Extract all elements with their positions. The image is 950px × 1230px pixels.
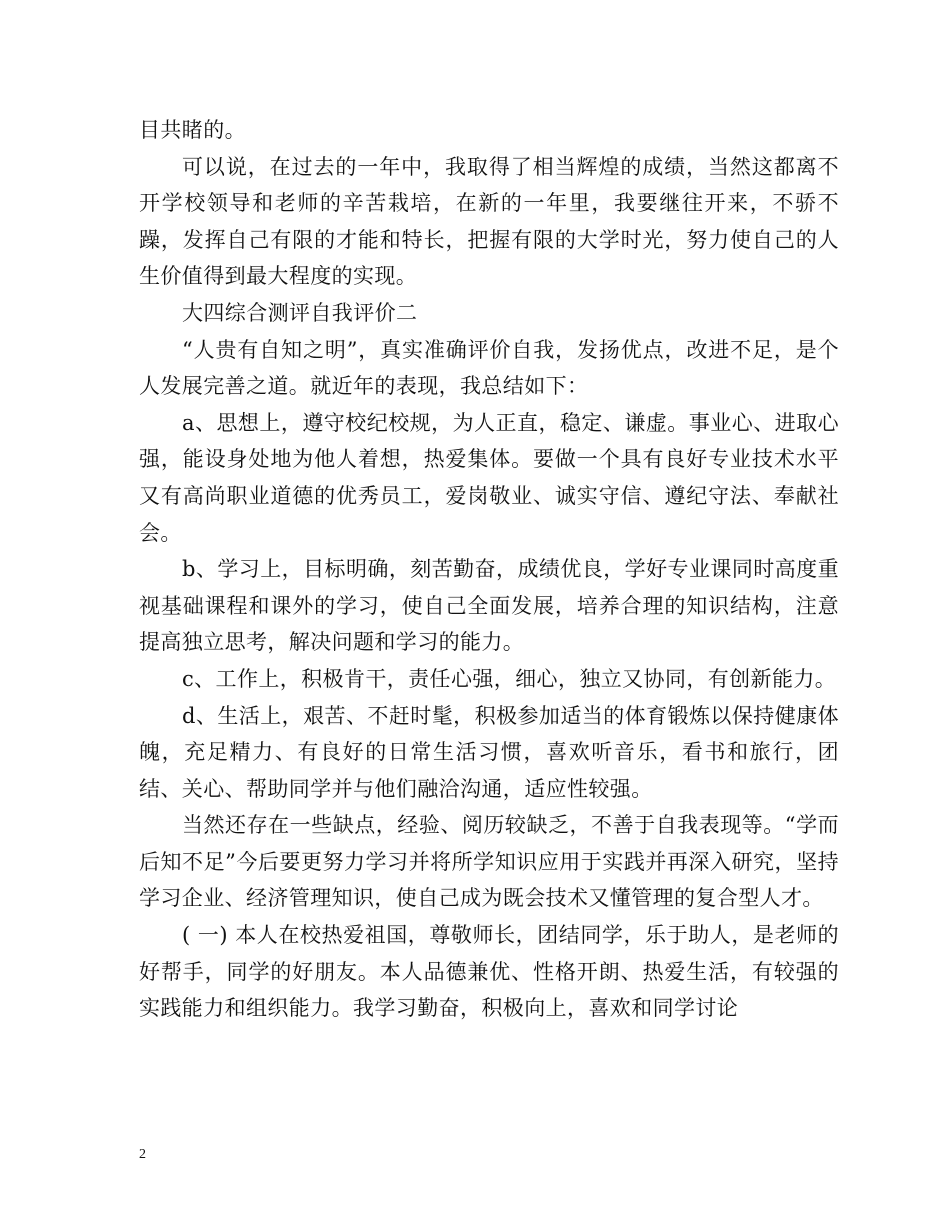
paragraph-6: c、工作上，积极肯干，责任心强，细心，独立又协同，有创新能力。 (182, 666, 837, 691)
paragraph-1: 目共睹的。 (139, 118, 246, 142)
paragraph-9: ( 一) 本人在校热爱祖国，尊敬师长，团结同学，乐于助人，是老师的好帮手，同学的好朋友。本人品德兼优、性格开朗、热爱生活，有较强的实践能力和组织能力。我学习勤奋，积极向上，喜欢和同学讨论 (139, 923, 839, 1021)
page-number: 2 (139, 1147, 146, 1162)
section-heading: 大四综合测评自我评价二 (182, 300, 418, 325)
paragraph-4: a、思想上，遵守校纪校规，为人正直，稳定、谦虚。事业心、进取心强，能设身处地为他人着想，热爱集体。要做一个具有良好专业技术水平又有高尚职业道德的优秀员工，爱岗敬业、诚实守信、遵纪守法、奉献社会。 (139, 410, 839, 545)
paragraph-7: d、生活上，艰苦、不赶时髦，积极参加适当的体育锻炼以保持健康体魄，充足精力、有良好的日常生活习惯，喜欢听音乐，看书和旅行，团结、关心、帮助同学并与他们融洽沟通，适应性较强。 (139, 703, 839, 801)
document-body (139, 112, 839, 1027)
paragraph-2: 可以说，在过去的一年中，我取得了相当辉煌的成绩，当然这都离不开学校领导和老师的辛苦栽培，在新的一年里，我要继往开来，不骄不躁，发挥自己有限的才能和特长，把握有限的大学时光，努力使自己的人生价值得到最大程度的实现。 (139, 154, 839, 289)
paragraph-3: “人贵有自知之明”，真实准确评价自我，发扬优点，改进不足，是个人发展完善之道。就近年的表现，我总结如下： (139, 337, 839, 399)
paragraph-5: b、学习上，目标明确，刻苦勤奋，成绩优良，学好专业课同时高度重视基础课程和课外的学习，使自己全面发展，培养合理的知识结构，注意提高独立思考，解决问题和学习的能力。 (139, 557, 839, 655)
paragraph-8: 当然还存在一些缺点，经验、阅历较缺乏，不善于自我表现等。“学而后知不足”今后要更努力学习并将所学知识应用于实践并再深入研究，坚持学习企业、经济管理知识，使自己成为既会技术又懂管理的复合型人才。 (139, 813, 839, 911)
